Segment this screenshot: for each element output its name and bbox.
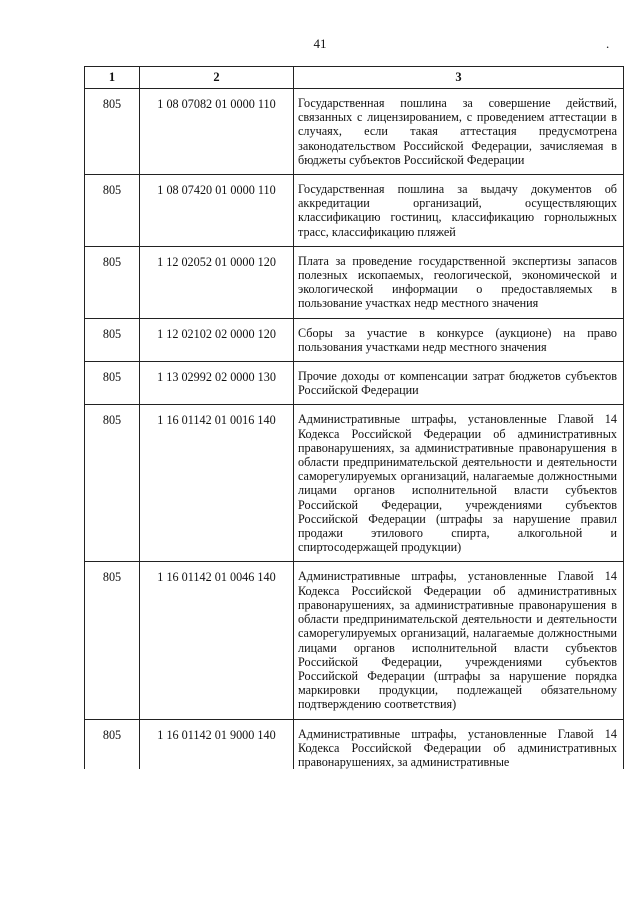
table-row [85,89,624,175]
kbk-code-cell: 1 12 02052 01 0000 120 [140,246,294,318]
kbk-code-cell: 1 12 02102 02 0000 120 [140,318,294,361]
table-row [85,246,624,318]
kbk-code-cell: 1 16 01142 01 0046 140 [140,562,294,719]
admin-code-cell: 805 [85,318,140,361]
table-header-row [85,67,624,89]
description-cell: Государственная пошлина за выдачу документов об аккредитации организаций, осуществляющих классификацию гостиниц, классификацию горнолыжных трасс, классификацию пляжей [294,175,624,247]
kbk-code-cell: 1 16 01142 01 0016 140 [140,405,294,562]
table-row [85,719,624,769]
header-col-1: 1 [85,67,140,89]
page-number: 41 [313,36,327,51]
page-dot: . [606,36,610,51]
kbk-code-cell: 1 16 01142 01 9000 140 [140,719,294,769]
description-cell: Прочие доходы от компенсации затрат бюджетов субъектов Российской Федерации [294,362,624,405]
table-row [85,362,624,405]
kbk-code-cell: 1 08 07420 01 0000 110 [140,175,294,247]
admin-code-cell: 805 [85,405,140,562]
kbk-code-cell: 1 08 07082 01 0000 110 [140,89,294,175]
description-cell: Административные штрафы, установленные Главой 14 Кодекса Российской Федерации об административных правонарушениях, за административные [294,719,624,769]
description-cell: Государственная пошлина за совершение действий, связанных с лицензированием, с проведением аттестации в случаях, если такая аттестация предусмотрена законодательством Российской Федерации, зачисляемая в бюджеты субъектов Российской Федерации [294,89,624,175]
table-row [85,175,624,247]
description-cell: Плата за проведение государственной экспертизы запасов полезных ископаемых, геологической, экономической и экологической информации о предоставляемых в пользование участках недр местного значения [294,246,624,318]
admin-code-cell: 805 [85,175,140,247]
description-cell: Сборы за участие в конкурсе (аукционе) на право пользования участками недр местного значения [294,318,624,361]
header-col-2: 2 [140,67,294,89]
admin-code-cell: 805 [85,362,140,405]
kbk-code-cell: 1 13 02992 02 0000 130 [140,362,294,405]
table-row [85,318,624,361]
admin-code-cell: 805 [85,562,140,719]
description-cell: Административные штрафы, установленные Главой 14 Кодекса Российской Федерации об административных правонарушениях, за административные правонарушения в области предпринимательской деятельности и деятельности саморегулируемых организаций, налагаемые должностными лицами органов исполнительной власти субъектов Российской Федерации, учреждениями субъектов Российской Федерации (штрафы за нарушение порядка маркировки продукции, подлежащей обязательному подтверждению соответствия) [294,562,624,719]
table-row [85,562,624,719]
table-row [85,405,624,562]
admin-code-cell: 805 [85,719,140,769]
revenue-codes-table [84,66,624,769]
admin-code-cell: 805 [85,246,140,318]
description-cell: Административные штрафы, установленные Главой 14 Кодекса Российской Федерации об административных правонарушениях, за административные правонарушения в области предпринимательской деятельности и деятельности саморегулируемых организаций, налагаемые должностными лицами органов исполнительной власти субъектов Российской Федерации, учреждениями субъектов Российской Федерации (штрафы за нарушение правил продажи этилового спирта, алкогольной и спиртосодержащей продукции) [294,405,624,562]
header-col-3: 3 [294,67,624,89]
admin-code-cell: 805 [85,89,140,175]
